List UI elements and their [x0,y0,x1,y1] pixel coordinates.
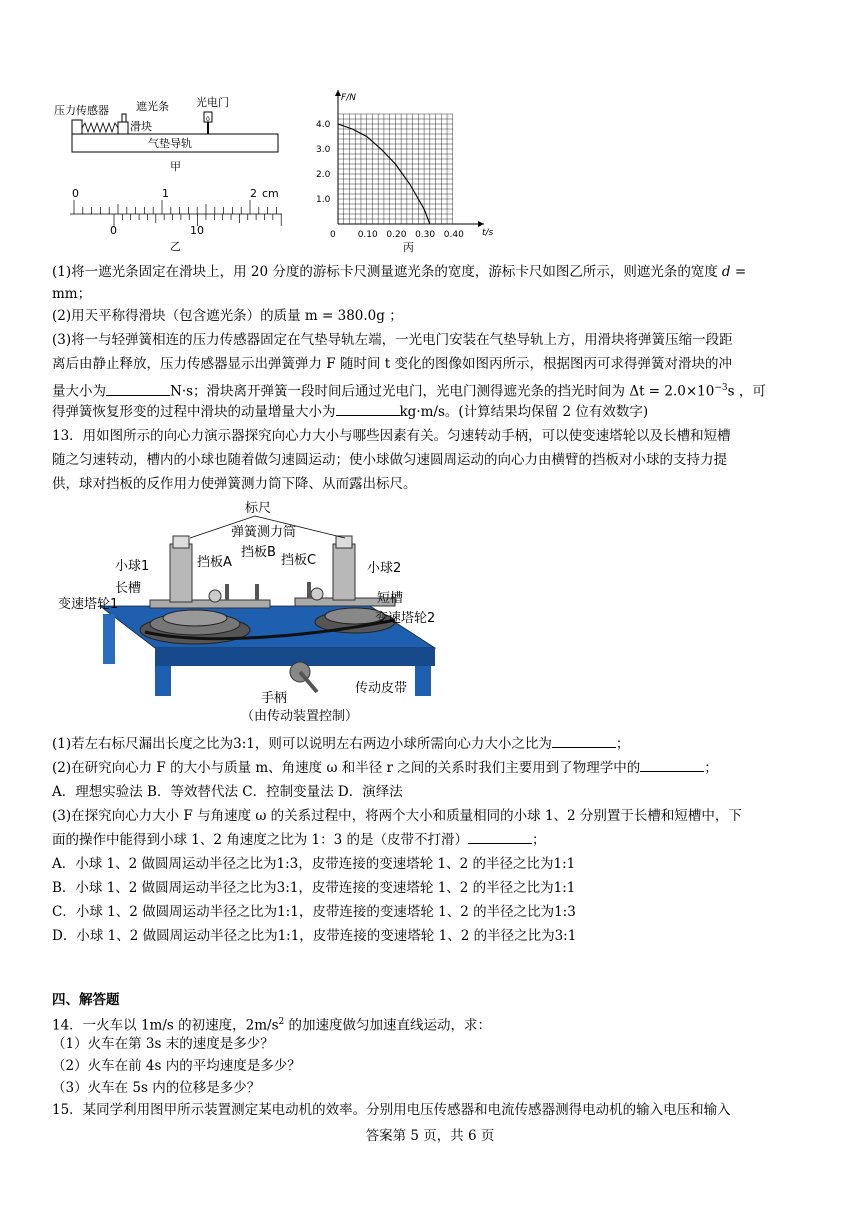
figure-yi [62,182,292,254]
x-tick-label: 0 [330,230,336,240]
label-ball1: 小球1 [115,559,150,574]
q13-option-a: A．小球 1、2 做圆周运动半径之比为1:3，皮带连接的变速塔轮 1、2 的半径之比为1:1 [52,856,576,872]
label-tower-wheel-1: 变速塔轮1 [58,597,119,612]
label-slider: 滑块 [130,120,152,133]
x-axis-arrow [478,221,484,227]
q12-part3-line2: 离后由静止释放，压力传感器显示出弹簧弹力 F 随时间 t 变化的图像如图丙所示，根据图丙可求得弹簧对滑块的冲 [52,356,732,372]
y-axis-label: F/N [341,93,356,103]
figure-bing-chart [308,86,508,254]
q13-intro-line1: 13．用如图所示的向心力演示器探究向心力大小与哪些因素有关。匀速转动手柄，可以使变速塔轮以及长槽和短槽 [52,428,731,444]
x-tick-label: 0.30 [415,230,436,240]
q12-part3-line4: 得弹簧恢复形变的过程中滑块的动量增量大小为 kg·m/s。(计算结果均保留 2 位有效数字) [52,404,649,420]
answer-blank-method[interactable] [640,771,704,772]
q12-part1-unit: mm； [52,286,92,302]
x-tick-label: 0.40 [443,230,464,240]
vernier-tick-0: 0 [110,224,117,237]
y-tick-label: 2.0 [316,170,331,180]
q13-part2: (2)在研究向心力 F 的大小与质量 m、角速度 ω 和半径 r 之间的关系时我们主要用到了物理学中的 ； [52,760,718,776]
q13-option-c: C．小球 1、2 做圆周运动半径之比为1:1，皮带连接的变速塔轮 1、2 的半径之比为1:3 [52,904,576,920]
q14-sub2: （2）火车在前 4s 内的平均速度是多少？ [52,1058,301,1074]
label-short-slot: 短槽 [377,591,404,606]
page-footer: 答案第 5 页，共 6 页 [365,1128,495,1144]
spring-icon [82,123,118,132]
label-ball2: 小球2 [367,561,402,576]
y-tick-label: 1.0 [316,195,331,205]
main-scale-tick-1: 1 [162,187,169,200]
q12-part1: (1)将一遮光条固定在滑块上，用 20 分度的游标卡尺测量遮光条的宽度，游标卡尺如图乙所示，则遮光条的宽度 d = [52,264,747,280]
label-shade-strip: 遮光条 [136,100,169,113]
q13-part2-options: A．理想实验法 B．等效替代法 C．控制变量法 D．演绎法 [52,784,403,800]
x-axis-label: t/s [482,228,494,238]
label-spring-tube: 弹簧测力筒 [231,525,297,540]
y-tick-label: 3.0 [316,145,331,155]
label-tower-wheel-2: 变速塔轮2 [375,611,436,626]
label-plate-c: 挡板C [281,553,317,568]
q13-option-d: D．小球 1、2 做圆周运动半径之比为1:1，皮带连接的变速塔轮 1、2 的半径之比为3:1 [52,928,577,944]
unit-cm: cm [262,187,279,200]
label-long-slot: 长槽 [115,581,142,596]
x-tick-label: 0.10 [357,230,378,240]
q12-part2: (2)用天平称得滑块（包含遮光条）的质量 m = 380.0g ； [52,308,403,324]
caption-yi: 乙 [170,240,181,253]
label-plate-b: 挡板B [241,545,276,560]
label-transmission-control: （由传动装置控制） [241,709,359,724]
answer-blank-choice[interactable] [468,843,532,844]
caption-jia: 甲 [170,160,181,172]
figure-centripetal-apparatus [55,496,475,728]
q13-part3-line2: 面的操作中能得到小球 1、2 角速度之比为 1：3 的是（皮带不打滑） ； [52,832,546,848]
label-pressure-sensor: 压力传感器 [54,104,109,117]
q13-intro-line2: 随之匀速转动，槽内的小球也随着做匀速圆运动；使小球做匀速圆周运动的向心力由横臂的挡板对小球的支持力提 [52,452,727,468]
q13-intro-line3: 供，球对挡板的反作用力使弹簧测力筒下降、从而露出标尺。 [52,476,417,492]
q13-part3-line1: (3)在探究向心力大小 F 与角速度 ω 的关系过程中，将两个大小和质量相同的小球 1、2 分别置于长槽和短槽中，下 [52,808,742,824]
caption-bing: 丙 [403,241,414,254]
q15-stem: 15．某同学利用图甲所示装置测定某电动机的效率。分别用电压传感器和电流传感器测得电动机的输入电压和输入 [52,1102,731,1118]
q13-part1: (1)若左右标尺漏出长度之比为3:1，则可以说明左右两边小球所需向心力大小之比为 ； [52,736,630,752]
x-tick-label: 0.20 [386,230,407,240]
q14-sub1: （1）火车在第 3s 末的速度是多少？ [52,1036,274,1052]
q13-option-b: B．小球 1、2 做圆周运动半径之比为3:1，皮带连接的变速塔轮 1、2 的半径之比为1:1 [52,880,576,896]
label-ruler: 标尺 [245,501,272,516]
svg-text:0: 0 [206,116,210,123]
q14-stem: 14．一火车以 1m/s 的初速度，$2m/s^2$ 的加速度做匀加速直线运动，求： [52,1017,492,1034]
label-handle: 手柄 [261,691,288,706]
main-scale-tick-0: 0 [72,187,79,200]
q12-part3-line3: 量大小为 N·s；滑块离开弹簧一段时间后通过光电门，光电门测得遮光条的挡光时间为 $\Delta t = 2.0\times 10^{-3}s$ ，可 [52,383,766,400]
q12-part3-line1: (3)将一与轻弹簧相连的压力传感器固定在气垫导轨左端，一光电门安装在气垫导轨上方，用滑块将弹簧压缩一段距 [52,332,733,348]
q14-sub3: （3）火车在 5s 内的位移是多少？ [52,1080,261,1096]
y-tick-label: 4.0 [316,120,331,130]
label-photogate: 光电门 [196,96,229,109]
label-air-rail: 气垫导轨 [148,137,192,150]
main-scale-tick-2: 2 [250,187,257,200]
label-plate-a: 挡板A [197,555,232,570]
vernier-tick-10: 10 [190,224,204,237]
section-heading: 四、解答题 [52,992,120,1008]
label-belt: 传动皮带 [355,681,408,696]
answer-blank-force-ratio[interactable] [552,747,616,748]
answer-blank-momentum[interactable] [336,415,400,416]
answer-blank-impulse[interactable] [106,395,170,396]
figure-jia [50,90,290,172]
